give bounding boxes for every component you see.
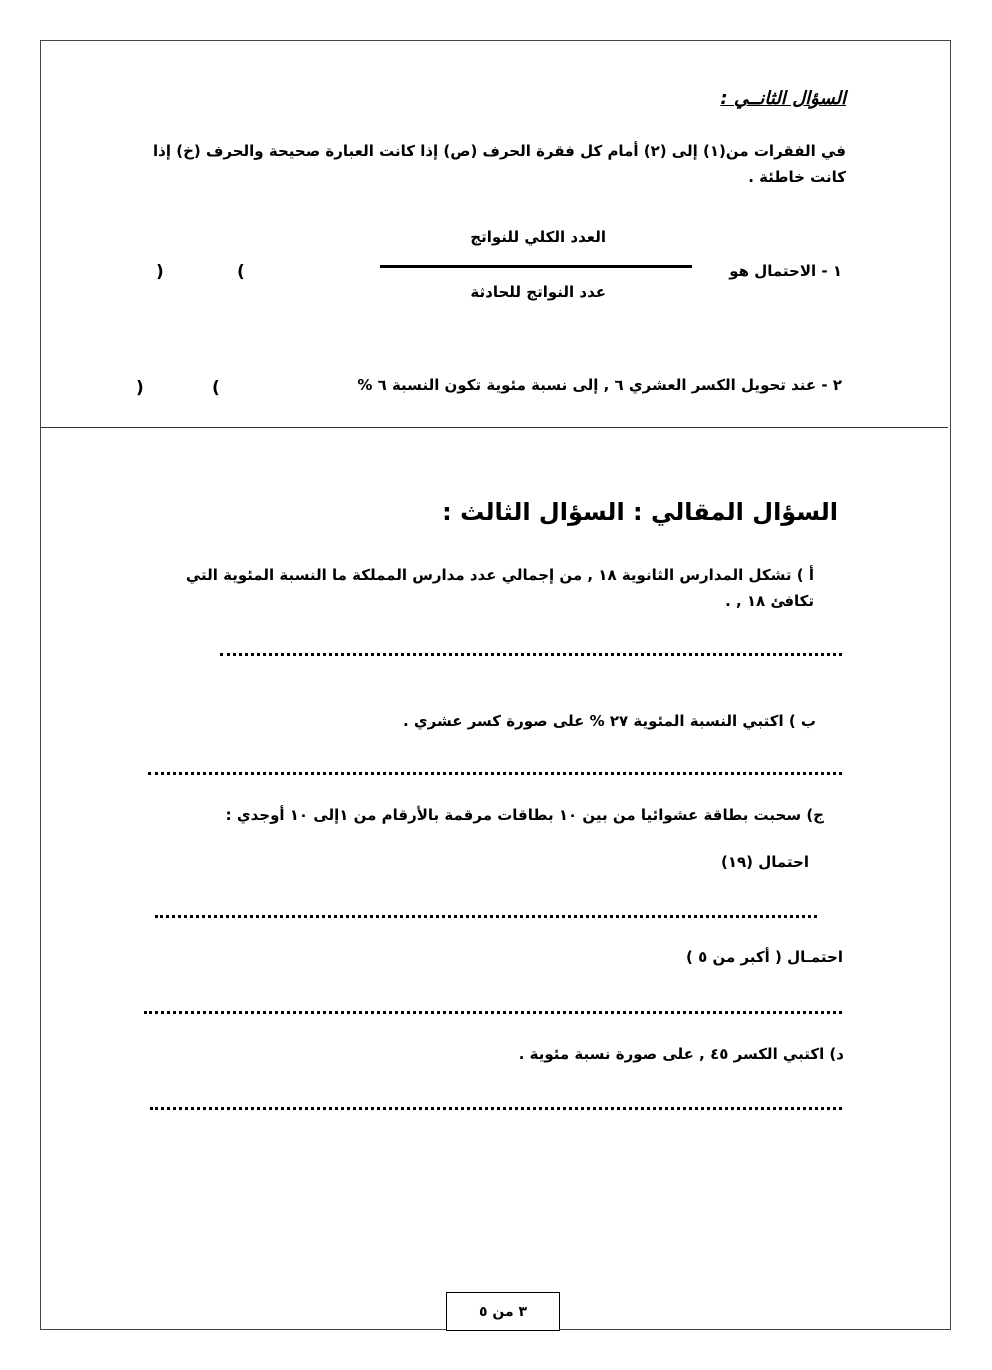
fraction-numerator: العدد الكلي للنواتج	[470, 228, 606, 246]
question3-part-b: ب ) اكتبي النسبة المئوية ٢٧ % على صورة كسر عشري .	[402, 712, 816, 730]
question3-title: السؤال المقالي : السؤال الثالث :	[442, 498, 838, 526]
answer-paren-open-2: (	[212, 378, 220, 398]
question2-instructions: في الفقرات من(١) إلى (٢) أمام كل فقرة الحرف (ص) إذا كانت العبارة صحيحة والحرف (خ) إذا كانت خاطئة .	[153, 142, 846, 186]
answer-line-a	[220, 653, 842, 656]
fraction-denominator: عدد النواتج للحادثة	[470, 283, 606, 301]
question2-item1-label: ١ - الاحتمال هو	[729, 262, 842, 280]
question3-part-c1: احتمال (١٩)	[720, 853, 809, 871]
answer-paren-close-1: )	[156, 262, 164, 282]
answer-paren-close-2: )	[136, 378, 144, 398]
question2-item2-label: ٢ - عند تحويل الكسر العشري ٦ , إلى نسبة مئوية تكون النسبة ٦ %	[357, 376, 842, 394]
page-number: ٣ من ٥	[446, 1292, 560, 1331]
answer-line-d	[150, 1107, 842, 1110]
question3-part-d: د) اكتبي الكسر ٤٥ , على صورة نسبة مئوية .	[518, 1045, 844, 1063]
question3-part-c2: احتمـال ( أكبر من ٥ )	[686, 948, 843, 966]
section-divider	[40, 427, 948, 428]
question3-part-a: أ ) تشكل المدارس الثانوية ١٨ , من إجمالي عدد مدارس المملكة ما النسبة المئوية التي تكافئ ١٨ , .	[185, 566, 814, 610]
answer-line-c2	[144, 1011, 842, 1014]
answer-line-c1	[155, 915, 817, 918]
fraction-bar	[380, 265, 692, 268]
answer-line-b	[148, 772, 842, 775]
answer-paren-open-1: (	[237, 262, 245, 282]
question3-part-c: ج) سحبت بطاقة عشوائيا من بين ١٠ بطاقات مرقمة بالأرقام من ١إلى ١٠ أوجدي :	[225, 806, 824, 824]
question2-title: السؤال الثانــي :	[720, 88, 846, 109]
